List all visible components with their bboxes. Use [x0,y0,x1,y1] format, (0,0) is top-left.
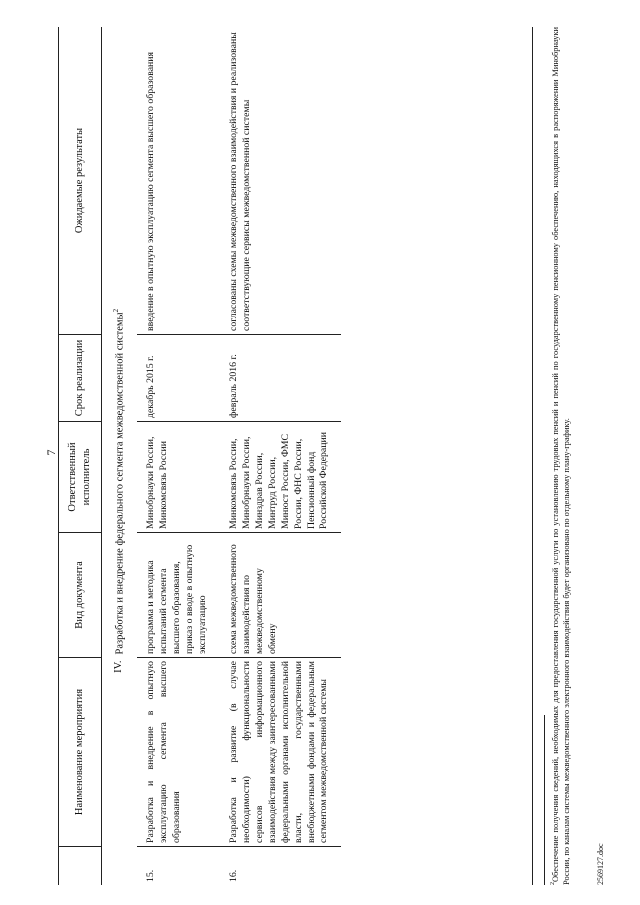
row-name: Разработка и внедрение в опытную эксплуатацию сегмента высшего образования [137,658,220,847]
row-deadline: февраль 2016 г. [220,335,341,422]
row-document-type: программа и методика испытаний сегмента высшего образования, приказ о вводе в опытную эксплуатацию [137,533,220,658]
row-number: 15. [145,869,157,882]
header-number [59,847,102,886]
action-plan-table [58,27,341,885]
table-bottom-rule [532,27,533,885]
footnote [549,27,572,885]
row-executor: Минкомсвязь России, Минобрнауки России, Минздрав России, Минтруд России, Минюст России, ФМС России, ФНС России, Пенсионный фонд Российской Федерации [220,422,341,533]
footnote-text: Обеспечение получения сведений, необходимых для предоставления государственной услуги по установлению трудовых пенсий и пенсий по государственному пенсионному обеспечению, находящихся в распоряжении Минобрнауки России, по каналам системы межведомственного электронного взаимодействия будет организовано по отдельному плану-графику. [550,27,572,885]
header-expected-results: Ожидаемые результаты [59,27,102,335]
page-number: 7 [44,449,58,456]
table-row [220,27,341,885]
section-title: Разработка и внедрение федерального сегмента межведомственной системы [114,312,126,655]
table-header-row [59,27,102,885]
header-name: Наименование мероприятия [59,658,102,847]
section-footnote-ref: 2 [112,308,120,313]
file-name: 2569127.doc [596,843,605,885]
row-expected-result: согласованы схемы межведомственного взаимодействия и реализованы соответствующие сервисы межведомственной системы [220,27,341,335]
footnote-separator [544,715,545,885]
table-row [137,27,220,885]
section-title-cell [102,27,138,658]
section-number: IV. [113,660,124,673]
row-name: Разработка и развитие (в случае необходимости) функциональности сервисов информационного взаимодействия между заинтересованными федеральными органами исполнительной власти, государственными внебюджетными фондами и федеральным сегментом межведомственной системы [220,658,341,847]
section-row [102,27,138,885]
row-deadline: декабрь 2015 г. [137,335,220,422]
header-document-type: Вид документа [59,533,102,658]
row-expected-result: введение в опытную эксплуатацию сегмента высшего образования [137,27,220,335]
row-number: 16. [227,869,239,882]
row-document-type: схема межведомственного взаимодействия по межведомственному обмену [220,533,341,658]
header-executor: Ответственный исполнитель [59,422,102,533]
footnote-mark: 2 [550,882,556,885]
header-deadline: Срок реализации [59,335,102,422]
row-executor: Минобрнауки России, Минкомсвязь России [137,422,220,533]
